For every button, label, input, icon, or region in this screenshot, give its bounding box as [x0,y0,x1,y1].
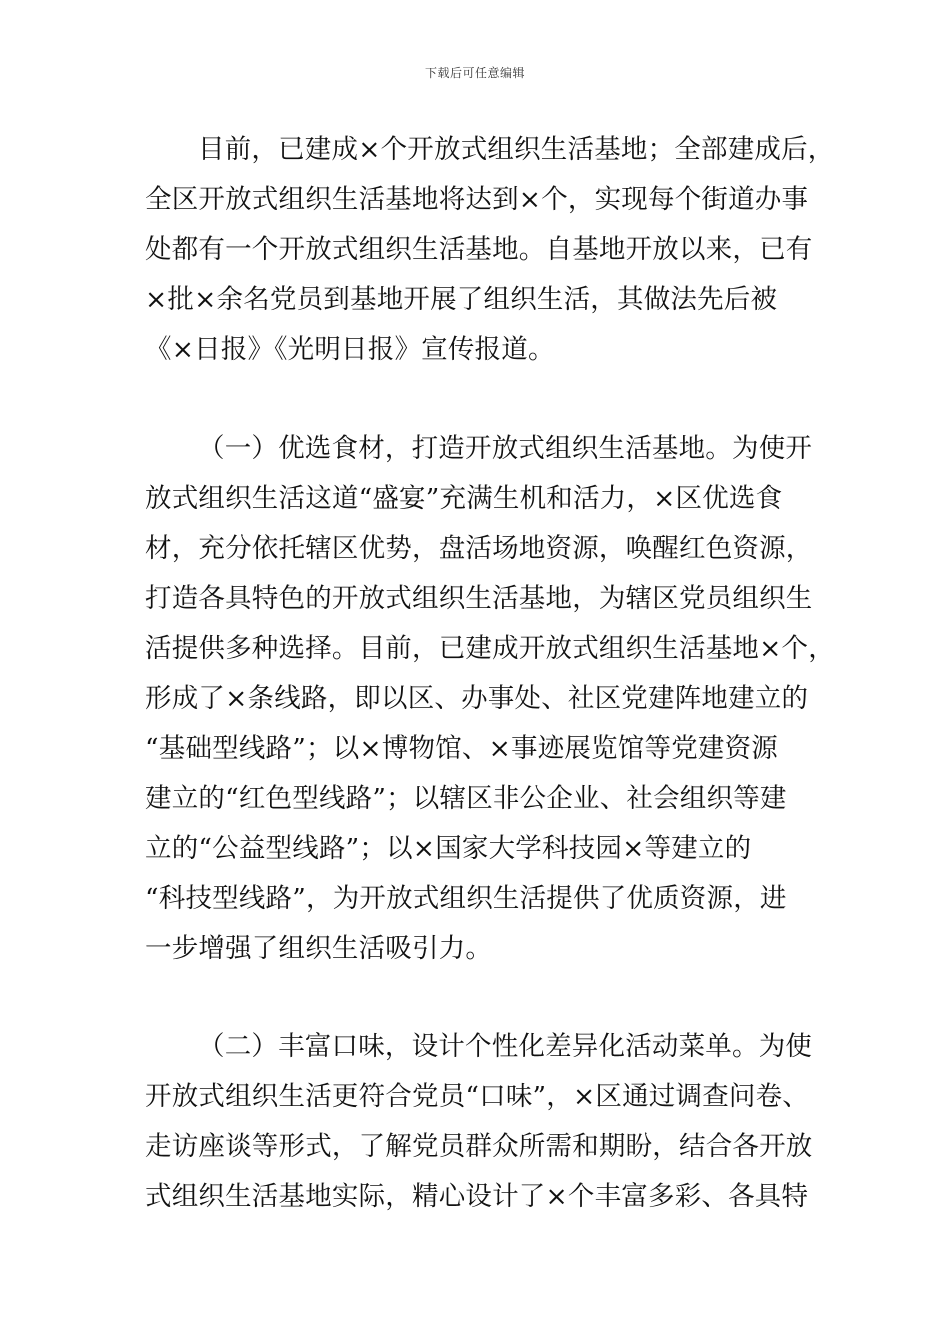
text-line: 形成了×条线路，即以区、办事处、社区党建阵地建立的 [145,683,809,714]
text-line: 材，充分依托辖区优势，盘活场地资源，唤醒红色资源， [145,533,813,564]
text-line: 打造各具特色的开放式组织生活基地，为辖区党员组织生 [145,583,813,614]
text-line: 目前，已建成×个开放式组织生活基地；全部建成后， [198,134,835,165]
text-line: 一步增强了组织生活吸引力。 [145,933,493,964]
text-line: （二）丰富口味，设计个性化差异化活动菜单。为使 [198,1031,813,1062]
text-line: 活提供多种选择。目前，已建成开放式组织生活基地×个， [145,633,835,664]
text-line: “科技型线路”，为开放式组织生活提供了优质资源，进 [145,883,787,914]
text-line: 放式组织生活这道“盛宴”充满生机和活力，×区优选食 [145,483,783,514]
page-header: 下载后可任意编辑 [424,66,525,80]
text-line: 开放式组织生活更符合党员“口味”，×区通过调查问卷、 [145,1081,809,1112]
text-line: ×批×余名党员到基地开展了组织生活，其做法先后被 [145,284,778,315]
text-line: 《×日报》《光明日报》宣传报道。 [145,334,555,365]
text-line: 式组织生活基地实际，精心设计了×个丰富多彩、各具特 [145,1181,809,1212]
text-line: 走访座谈等形式，了解党员群众所需和期盼，结合各开放 [145,1131,813,1162]
text-line: （一）优选食材，打造开放式组织生活基地。为使开 [198,433,813,464]
text-line: 建立的“红色型线路”；以辖区非公企业、社会组织等建 [145,783,787,814]
text-line: 全区开放式组织生活基地将达到×个，实现每个街道办事 [145,184,809,215]
text-line: 立的“公益型线路”；以×国家大学科技园×等建立的 [145,833,752,864]
text-line: 处都有一个开放式组织生活基地。自基地开放以来，已有 [145,234,813,265]
text-line: “基础型线路”；以×博物馆、×事迹展览馆等党建资源 [145,733,779,764]
